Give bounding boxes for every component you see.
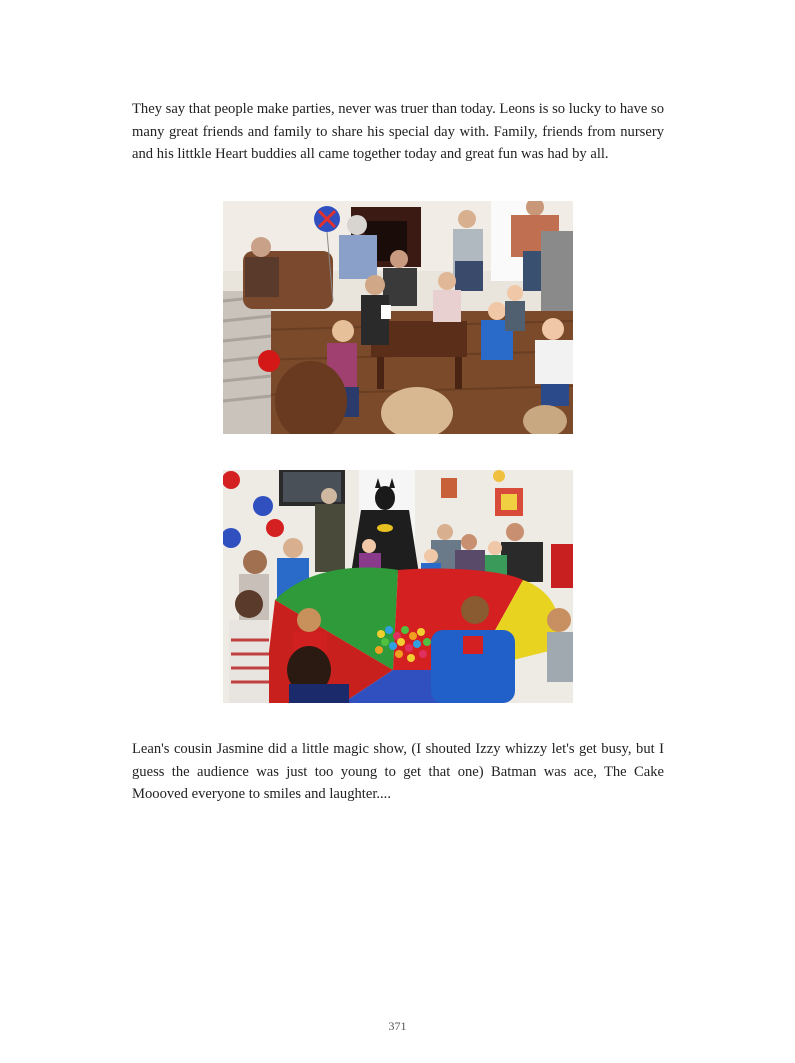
magic-show-paragraph: Lean's cousin Jasmine did a little magic show, (I shouted Izzy whizzy let's get busy, but I guess the audience was just too young to get that one) Batman was ace, The Cake Moooved everyone to smiles and laughter.... [132, 741, 664, 802]
page-number: 371 [388, 1019, 407, 1033]
party-photo-parachute-game-image [223, 470, 573, 703]
party-photo-parachute-game [223, 470, 573, 703]
party-photo-living-room [223, 201, 573, 434]
intro-paragraph: They say that people make parties, never was truer than today. Leons is so lucky to have so many great friends and family to share his special day with. Family, friends from nursery and his littkle Heart buddies all came together today and great fun was had by all. [132, 101, 664, 162]
party-photo-living-room-image [223, 201, 573, 434]
